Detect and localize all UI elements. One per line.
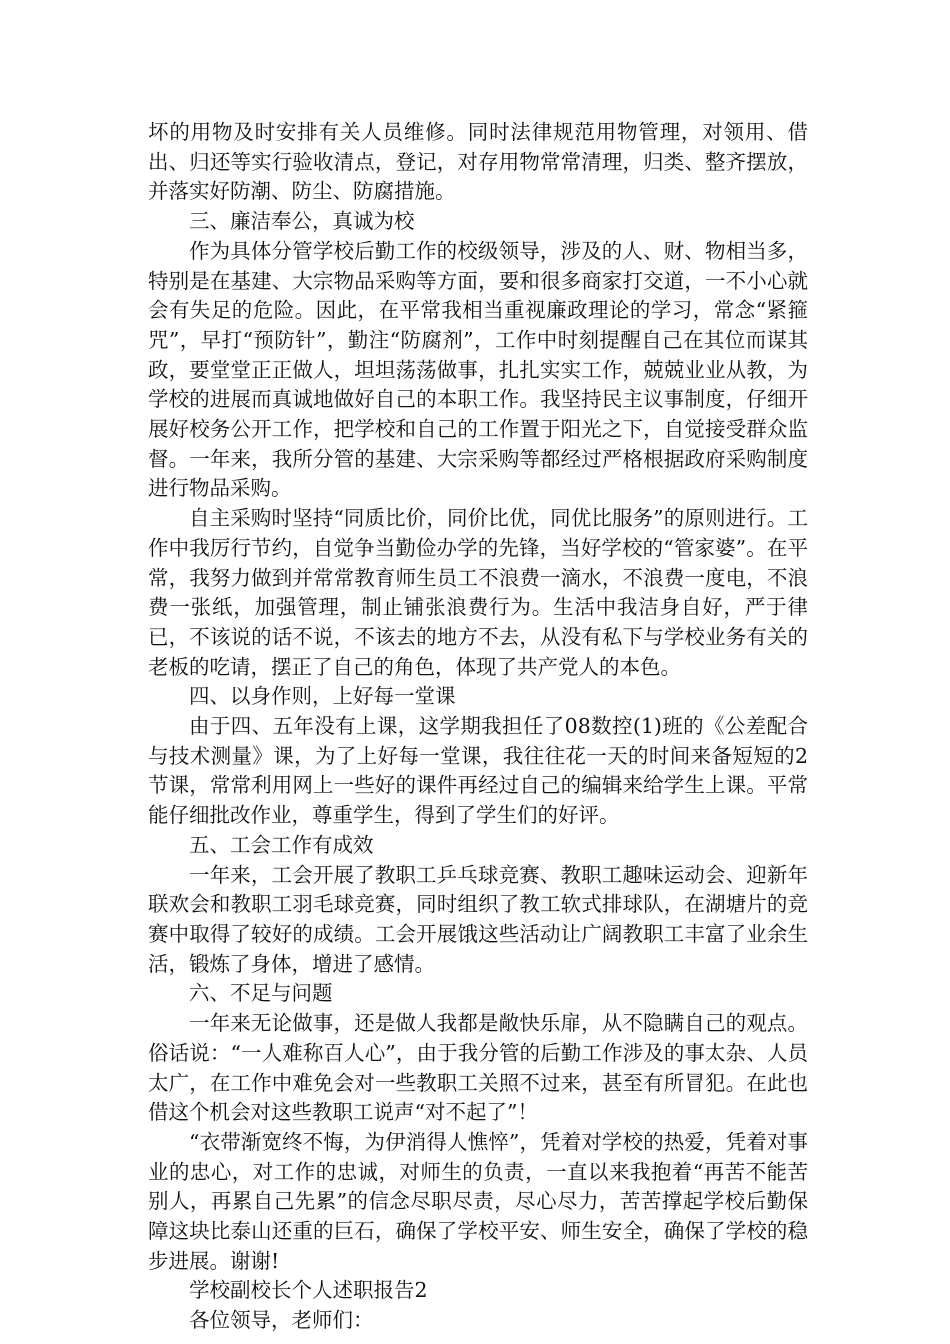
paragraph-shortcomings: 一年来无论做事，还是做人我都是敞快乐扉，从不隐瞒自己的观点。俗话说：“一人难称百人心”，由于我分管的后勤工作涉及的事太杂、人员太广，在工作中难免会对一些教职工关照不过来，甚至有所冒犯。在此也借这个机会对这些教职工说声“对不起了”！ <box>148 1011 808 1125</box>
section-heading-teaching: 四、以身作则，上好每一堂课 <box>189 684 456 709</box>
paragraph-integrity-work: 作为具体分管学校后勤工作的校级领导，涉及的人、财、物相当多，特别是在基建、大宗物品采购等方面，要和很多商家打交道，一不小心就会有失足的危险。因此，在平常我相当重视廉政理论的学习，常念“紧箍咒”，早打“预防针”，勤注“防腐剂”，工作中时刻提醒自己在其位而谋其政，要堂堂正正做人，坦坦荡荡做事，扎扎实实工作，兢兢业业从教，为学校的进展而真诚地做好自己的本职工作。我坚持民主议事制度，仔细开展好校务公开工作，把学校和自己的工作置于阳光之下，自觉接受群众监督。一年来，我所分管的基建、大宗采购等都经过严格根据政府采购制度进行物品采购。 <box>148 238 808 501</box>
paragraph-closing: “衣带渐宽终不悔，为伊消得人憔悴”，凭着对学校的热爱，凭着对事业的忠心，对工作的忠诚，对师生的负责，一直以来我抱着“再苦不能苦别人，再累自己先累”的信念尽职尽责，尽心尽力，苦苦撑起学校后勤保障这块比泰山还重的巨石，确保了学校平安、师生安全，确保了学校的稳步进展。谢谢! <box>148 1129 808 1273</box>
report-title-2: 学校副校长个人述职报告2 <box>189 1278 428 1303</box>
paragraph-teaching: 由于四、五年没有上课，这学期我担任了08数控(1)班的《公差配合与技术测量》课，为了上好每一堂课，我往往花一天的时间来备短短的2节课，常常利用网上一些好的课件再经过自己的编辑来给学生上课。平常能仔细批改作业，尊重学生，得到了学生们的好评。 <box>148 714 808 828</box>
salutation: 各位领导，老师们： <box>189 1308 374 1333</box>
section-heading-integrity: 三、廉洁奉公，真诚为校 <box>189 209 415 234</box>
section-heading-shortcomings: 六、不足与问题 <box>189 981 333 1006</box>
paragraph-materials-management: 坏的用物及时安排有关人员维修。同时法律规范用物管理，对领用、借出、归还等实行验收清点，登记，对存用物常常清理，归类、整齐摆放，并落实好防潮、防尘、防腐措施。 <box>148 120 808 204</box>
document-page <box>148 118 808 1336</box>
section-heading-union: 五、工会工作有成效 <box>189 832 374 857</box>
paragraph-procurement-thrift: 自主采购时坚持“同质比价，同价比优，同优比服务”的原则进行。工作中我厉行节约，自觉争当勤俭办学的先锋，当好学校的“管家婆”。在平常，我努力做到并常常教育师生员工不浪费一滴水，不浪费一度电，不浪费一张纸，加强管理，制止铺张浪费行为。生活中我洁身自好，严于律已，不该说的话不说，不该去的地方不去，从没有私下与学校业务有关的老板的吃请，摆正了自己的角色，体现了共产党人的本色。 <box>148 506 808 679</box>
paragraph-union-activities: 一年来，工会开展了教职工乒乓球竞赛、教职工趣味运动会、迎新年联欢会和教职工羽毛球竞赛，同时组织了教工软式排球队，在湖塘片的竞赛中取得了较好的成绩。工会开展饿这些活动让广阔教职工丰富了业余生活，锻炼了身体，增进了感情。 <box>148 862 808 976</box>
